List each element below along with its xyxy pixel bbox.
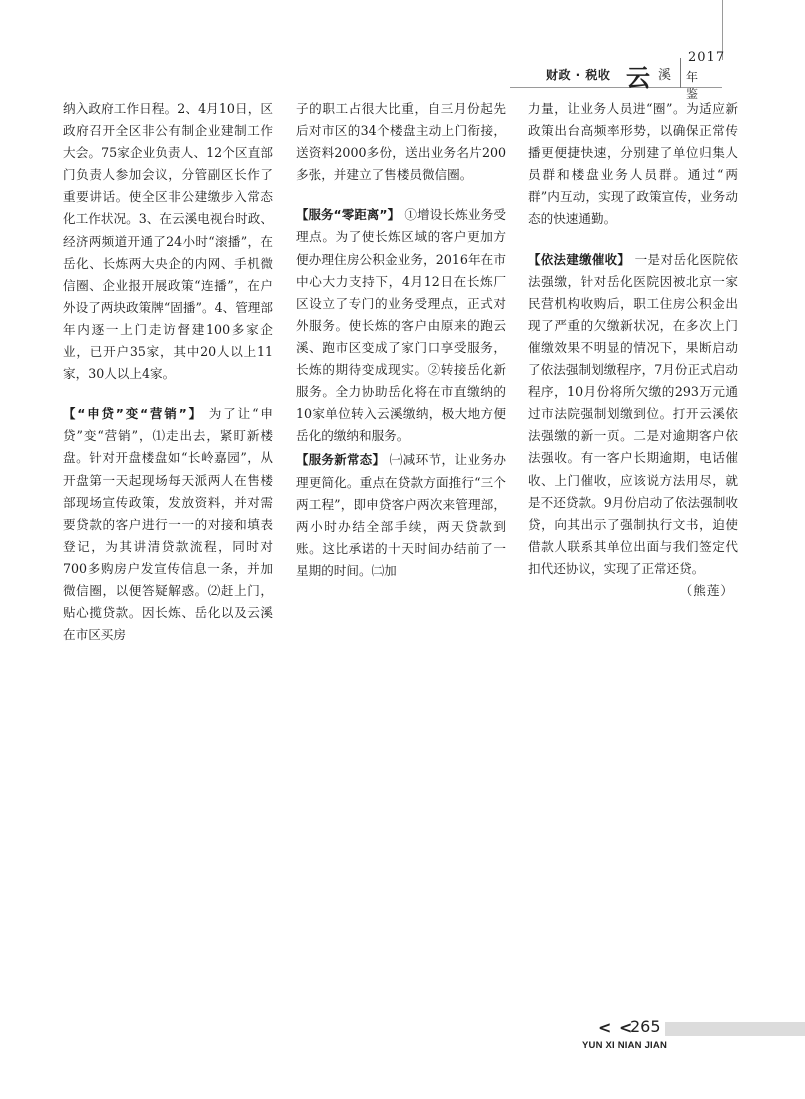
heading-new-normal: 【服务新常态】 — [296, 452, 386, 468]
author-credit: （熊莲） — [679, 582, 734, 598]
heading-legal-collection: 【依法建缴催收】 — [528, 251, 631, 267]
heading-zero-distance: 【服务“零距离”】 — [296, 207, 401, 223]
body-zero-distance: ①增设长炼业务受理点。为了使长炼区域的客户更加方便办理住房公积金业务，2016年在市中心大力支持下，4月12日在长炼厂区设立了专门的业务受理点，正式对外服务。使长炼的客户由原来的跑云溪、跑市区变成了家门口享受服务，长炼的期待变成现实。②转接岳化新服务。全力协助岳化将在市直缴纳的10家单位转入云溪缴纳，极大地方便岳化的缴纳和服务。 — [296, 207, 506, 444]
paragraph-new-normal-cont: 力量，让业务人员进“圈”。为适应新政策出台高频率形势，以确保正常传播更便捷快速，分别建了单位归集人员群和楼盘业务人员群。通过“两群”内互动，实现了政策宣传，业务动态的快速通勤。 — [528, 101, 738, 227]
paragraph-new-normal — [296, 449, 506, 582]
footer-bar — [665, 1022, 805, 1036]
logo-year: 2017 — [688, 50, 726, 65]
logo-main-char: 云 — [626, 64, 650, 92]
text-column-2 — [296, 98, 506, 582]
paragraph-loan-marketing — [63, 403, 273, 646]
section-label: 财政 · 税收 — [546, 68, 611, 82]
footer-subtitle: YUN XI NIAN JIAN — [582, 1040, 668, 1051]
body-new-normal: ㈠减环节，让业务办理更简化。重点在贷款方面推行“三个两工程”，即申贷客户两次来管理部，两小时办结全部手续，两天贷款到账。这比承诺的十天时间办结前了一星期的时间。㈡加 — [296, 452, 506, 578]
logo-sub-char: 溪 — [658, 68, 672, 83]
page-arrows-icon: < < — [598, 1018, 634, 1037]
page-number: 265 — [630, 1017, 661, 1036]
heading-loan-marketing: 【“申贷”变“营销”】 — [63, 406, 203, 422]
body-loan-marketing: 为了让“申贷”变“营销”，⑴走出去，紧盯新楼盘。针对开盘楼盘如“长岭嘉园”，从开盘第一天起现场每天派两人在售楼部现场宣传政策，发放资料，并对需要贷款的客户进行一一的对接和填表登记，为其讲清贷款流程，同时对700多购房户发宣传信息一条，并加微信圈，以便答疑解惑。⑵赶上门，贴心揽贷款。因长炼、岳化以及云溪在市区买房 — [63, 406, 273, 643]
body-legal-collection: 一是对岳化医院依法强缴，针对岳化医院因被北京一家民营机构收购后，职工住房公积金出现了严重的欠缴新状况，在多次上门催缴效果不明显的情况下，果断启动了依法强制划缴程序，7月份正式启动程序，10月份将所欠缴的293万元通过市法院强制划缴到位。打开云溪依法强缴的新一页。二是对逾期客户依法强收。有一客户长期逾期，电话催收、上门催收，应该说方法用尽，就是不还贷款。9月份启动了依法强制收贷，向其出示了强制执行文书，迫使借款人联系其单位出面与我们签定代扣代还协议，实现了正常还贷。 — [528, 251, 738, 576]
text-column-1 — [63, 98, 273, 646]
yearbook-logo — [620, 50, 726, 101]
logo-divider — [680, 58, 681, 88]
paragraph-legal-collection — [528, 249, 738, 580]
text-column-3 — [528, 98, 738, 602]
paragraph-policy-promotion: 纳入政府工作日程。2、4月10日，区政府召开全区非公有制企业建制工作大会。75家企业负责人、12个区直部门负责人参加会议，分管副区长作了重要讲话。使全区非公建缴步入常态化工作状况。3、在云溪电视台时政、经济两频道开通了24小时“滚播”，在岳化、长炼两大央企的内网、手机微信圈、企业报开展政策“连播”，在户外设了两块政策牌“固播”。4、管理部年内逐一上门走访督建100多家企业，已开户35家，其中20人以上11家，30人以上4家。 — [63, 101, 273, 382]
paragraph-zero-distance — [296, 204, 506, 447]
logo-nianjian: 年 鉴 — [686, 70, 704, 101]
paragraph-loan-marketing-cont: 子的职工占很大比重，自三月份起先后对市区的34个楼盘主动上门衔接，送资料2000多份，送出业务名片200多张，并建立了售楼员微信圈。 — [296, 101, 506, 183]
